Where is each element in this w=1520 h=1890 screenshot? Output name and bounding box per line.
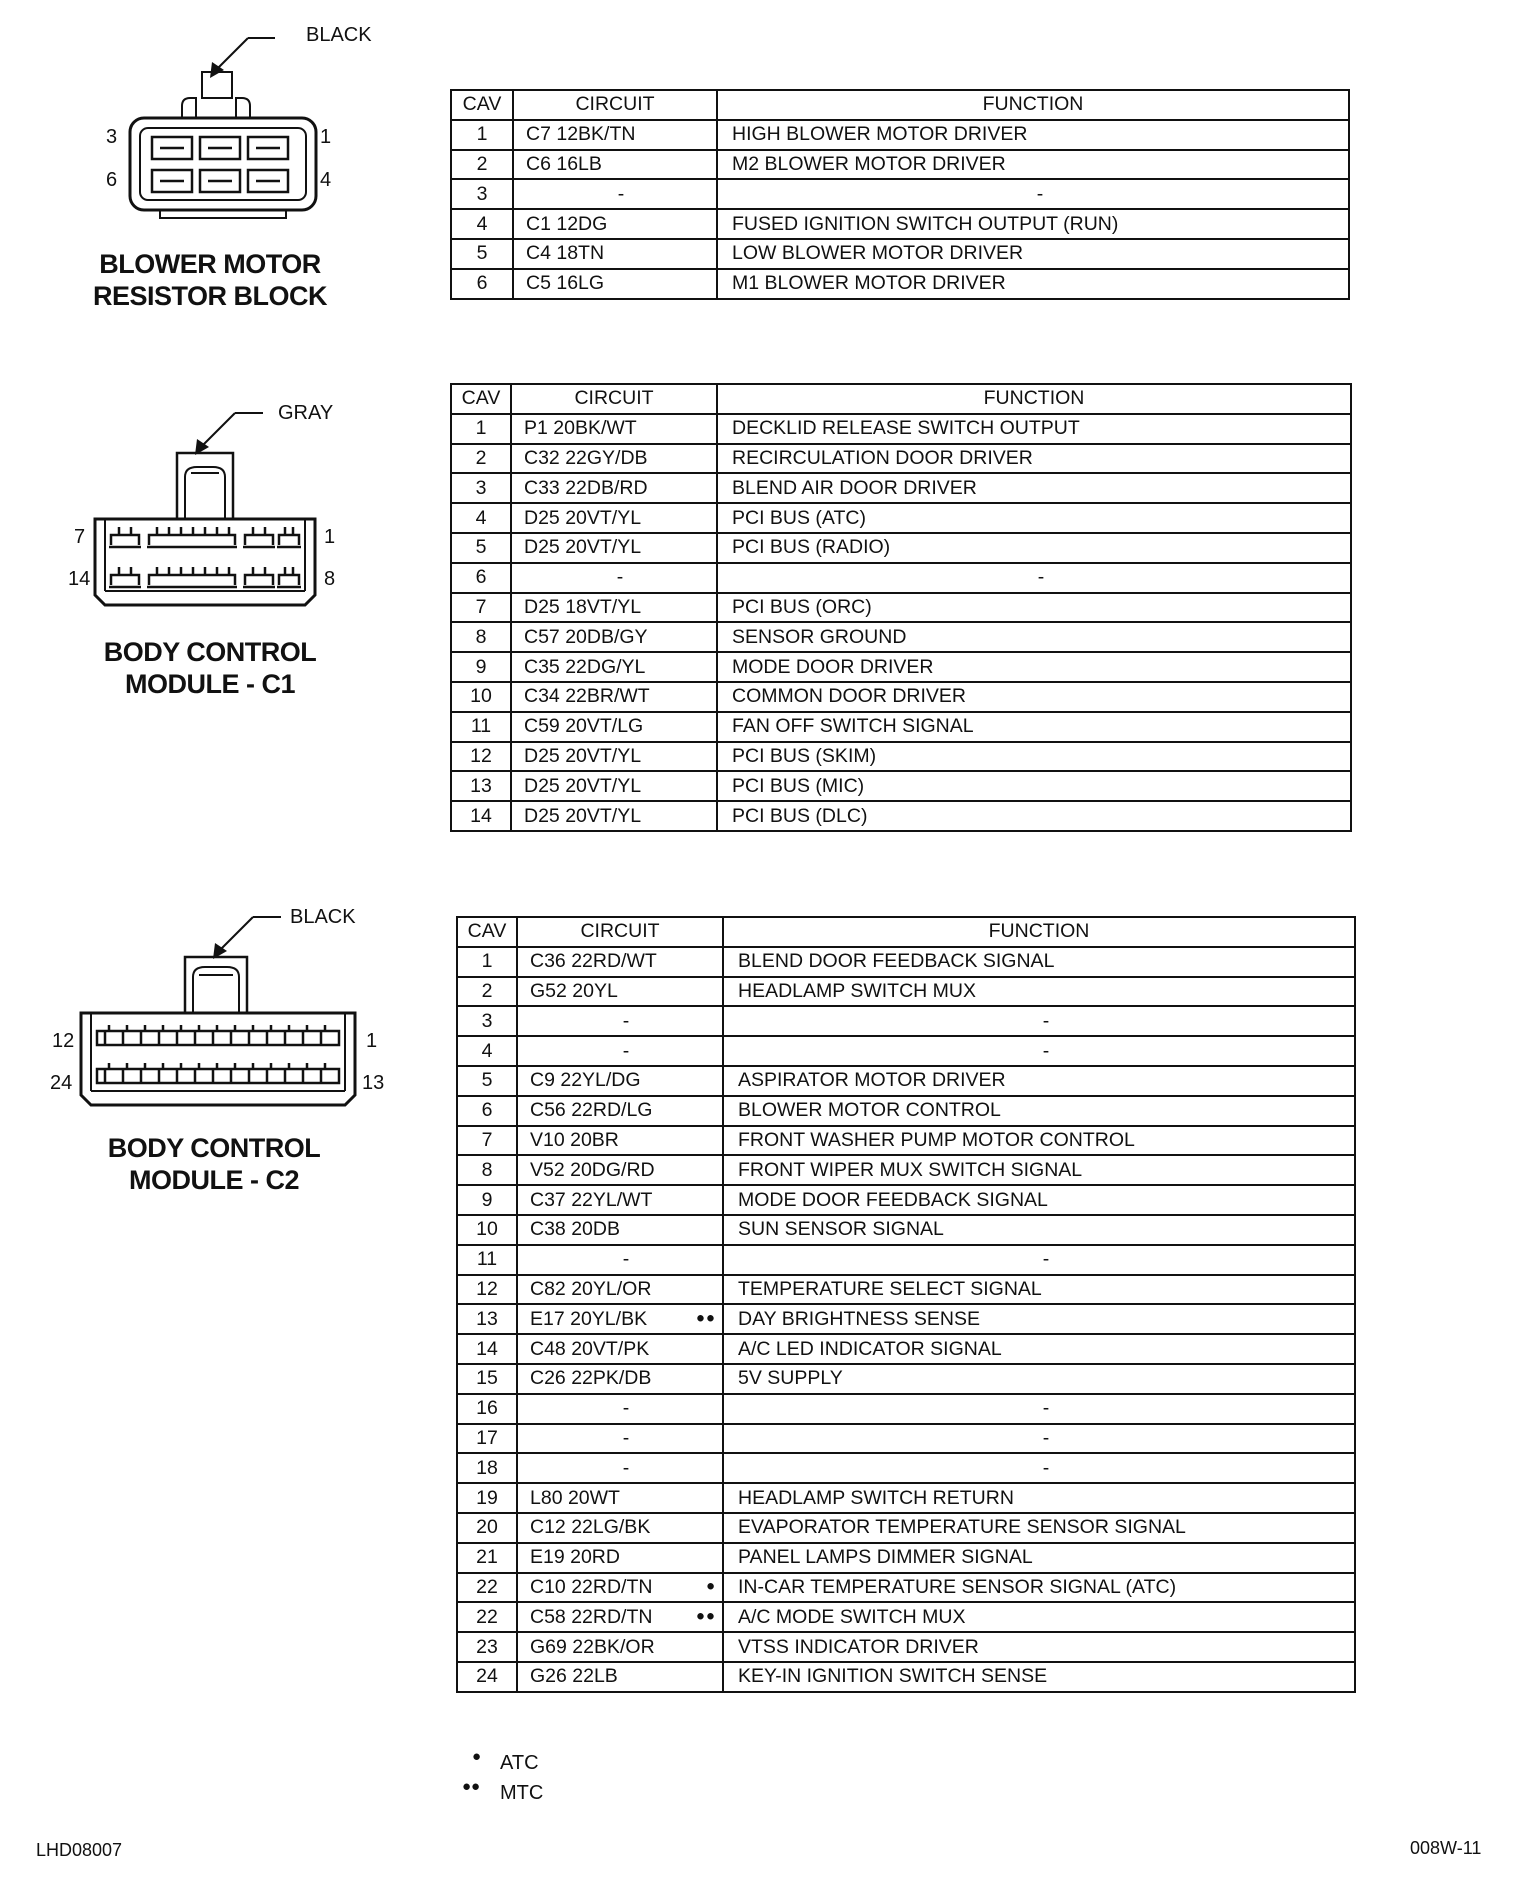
cav-cell: 7: [457, 1126, 517, 1156]
cav-cell: 8: [451, 622, 511, 652]
cav-cell: 4: [451, 503, 511, 533]
circuit-cell: [517, 977, 723, 1007]
cav-cell: 1: [457, 947, 517, 977]
pin-number-label: 12: [52, 1030, 75, 1052]
cav-cell: 18: [457, 1453, 517, 1483]
cav-cell: 19: [457, 1483, 517, 1513]
function-cell: PCI BUS (SKIM): [717, 742, 1351, 772]
circuit-code: C10 22RD/TN: [530, 1575, 653, 1598]
table-row: [457, 1185, 1355, 1215]
circuit-code: C12 22LG/BK: [530, 1516, 651, 1539]
circuit-code: C1 12DG: [526, 212, 608, 235]
circuit-cell: [511, 622, 717, 652]
table-row: [457, 1543, 1355, 1573]
circuit-code: G69 22BK/OR: [530, 1635, 655, 1658]
circuit-code: -: [617, 182, 625, 205]
circuit-cell: [517, 1602, 723, 1632]
circuit-cell: [517, 1245, 723, 1275]
circuit-cell: [517, 1155, 723, 1185]
cav-cell: 12: [451, 742, 511, 772]
table-row: [457, 947, 1355, 977]
function-cell: HEADLAMP SWITCH RETURN: [723, 1483, 1355, 1513]
function-cell: -: [723, 1036, 1355, 1066]
circuit-code: C57 20DB/GY: [524, 625, 648, 648]
circuit-code: -: [616, 566, 624, 589]
connector-title-line: MODULE - C2: [129, 1165, 299, 1195]
circuit-cell: [517, 1036, 723, 1066]
circuit-cell: [517, 1185, 723, 1215]
circuit-code: C37 22YL/WT: [530, 1188, 653, 1211]
circuit-code: -: [622, 1456, 630, 1479]
circuit-code: C5 16LG: [526, 272, 605, 295]
figure-id-right: 008W-11: [1410, 1838, 1482, 1858]
circuit-code: C4 18TN: [526, 242, 605, 265]
table-row: [451, 771, 1351, 801]
circuit-code: C6 16LB: [526, 152, 602, 175]
cav-cell: 15: [457, 1364, 517, 1394]
table-row: [451, 563, 1351, 593]
pin-number-label: 14: [68, 568, 91, 590]
circuit-cell: [517, 1543, 723, 1573]
circuit-code: E17 20YL/BK: [530, 1307, 648, 1330]
table-row: [457, 1215, 1355, 1245]
table-row: [457, 1662, 1355, 1692]
legend-label: MTC: [500, 1782, 544, 1804]
cav-cell: 3: [451, 179, 513, 209]
circuit-cell: [517, 1006, 723, 1036]
circuit-cell: [511, 652, 717, 682]
circuit-code: V10 20BR: [530, 1128, 619, 1151]
cav-cell: 3: [457, 1006, 517, 1036]
bullet-icon: ●: [472, 1748, 482, 1765]
bcm-c1-connector-icon: [85, 395, 345, 615]
function-cell: -: [723, 1394, 1355, 1424]
bcm-c2-connector-icon: [75, 905, 378, 1125]
table-row: [457, 1334, 1355, 1364]
cav-header: CAV: [451, 384, 511, 414]
circuit-code: L80 20WT: [530, 1486, 620, 1509]
circuit-cell: [513, 179, 717, 209]
circuit-cell: [517, 1304, 723, 1334]
function-header: FUNCTION: [717, 90, 1349, 120]
function-cell: A/C MODE SWITCH MUX: [723, 1602, 1355, 1632]
connector-title: [60, 248, 360, 312]
function-cell: FUSED IGNITION SWITCH OUTPUT (RUN): [717, 209, 1349, 239]
circuit-cell: [513, 269, 717, 299]
table-row: [451, 179, 1349, 209]
cav-cell: 9: [451, 652, 511, 682]
circuit-header: CIRCUIT: [517, 917, 723, 947]
function-cell: A/C LED INDICATOR SIGNAL: [723, 1334, 1355, 1364]
circuit-cell: [513, 150, 717, 180]
function-cell: M1 BLOWER MOTOR DRIVER: [717, 269, 1349, 299]
pinout-table-bcm-c1: [450, 383, 1352, 832]
circuit-header: CIRCUIT: [513, 90, 717, 120]
function-cell: FAN OFF SWITCH SIGNAL: [717, 712, 1351, 742]
circuit-cell: [517, 1275, 723, 1305]
table-row: [457, 1513, 1355, 1543]
function-header: FUNCTION: [723, 917, 1355, 947]
table-row: [457, 1364, 1355, 1394]
table-row: [451, 533, 1351, 563]
connector-title-line: MODULE - C1: [125, 669, 295, 699]
table-row: [451, 503, 1351, 533]
circuit-code: C32 22GY/DB: [524, 446, 648, 469]
function-cell: -: [723, 1245, 1355, 1275]
pin-number-label: 7: [74, 526, 86, 548]
table-row: [457, 1096, 1355, 1126]
circuit-code: D25 20VT/YL: [524, 804, 642, 827]
cav-cell: 5: [451, 533, 511, 563]
circuit-cell: [517, 1126, 723, 1156]
function-cell: -: [717, 563, 1351, 593]
circuit-code: C33 22DB/RD: [524, 476, 648, 499]
connector-color-label: GRAY: [278, 402, 334, 424]
circuit-code: C34 22BR/WT: [524, 685, 650, 708]
table-row: [451, 742, 1351, 772]
connector-color-label: BLACK: [306, 24, 372, 46]
pin-number-label: 13: [362, 1072, 385, 1094]
circuit-code: -: [622, 1039, 630, 1062]
function-cell: -: [717, 179, 1349, 209]
table-row: [451, 622, 1351, 652]
function-cell: FRONT WIPER MUX SWITCH SIGNAL: [723, 1155, 1355, 1185]
circuit-cell: [517, 1334, 723, 1364]
table-row: [457, 1483, 1355, 1513]
cav-header: CAV: [451, 90, 513, 120]
function-cell: LOW BLOWER MOTOR DRIVER: [717, 239, 1349, 269]
table-row: [451, 593, 1351, 623]
table-row: [451, 150, 1349, 180]
circuit-code: -: [622, 1426, 630, 1449]
cav-cell: 7: [451, 593, 511, 623]
connector-title-line: RESISTOR BLOCK: [92, 281, 328, 311]
function-cell: DECKLID RELEASE SWITCH OUTPUT: [717, 414, 1351, 444]
function-cell: PANEL LAMPS DIMMER SIGNAL: [723, 1543, 1355, 1573]
pin-number-label: 1: [320, 126, 332, 148]
function-cell: HEADLAMP SWITCH MUX: [723, 977, 1355, 1007]
table-row: [457, 1304, 1355, 1334]
circuit-cell: [517, 1632, 723, 1662]
pin-number-label: 1: [366, 1030, 378, 1052]
cav-cell: 13: [451, 771, 511, 801]
table-row: [451, 712, 1351, 742]
circuit-cell: [517, 1215, 723, 1245]
cav-cell: 5: [451, 239, 513, 269]
table-row: [457, 1126, 1355, 1156]
function-cell: RECIRCULATION DOOR DRIVER: [717, 444, 1351, 474]
cav-cell: 6: [451, 563, 511, 593]
cav-cell: 14: [457, 1334, 517, 1364]
circuit-cell: [517, 1453, 723, 1483]
circuit-cell: [511, 563, 717, 593]
table-row: [451, 414, 1351, 444]
circuit-cell: [513, 209, 717, 239]
table-row: [457, 1424, 1355, 1454]
circuit-cell: [513, 120, 717, 150]
circuit-cell: [517, 1424, 723, 1454]
table-row: [451, 444, 1351, 474]
function-cell: MODE DOOR DRIVER: [717, 652, 1351, 682]
circuit-code: G52 20YL: [530, 979, 618, 1002]
cav-cell: 10: [451, 682, 511, 712]
cav-cell: 1: [451, 120, 513, 150]
function-cell: TEMPERATURE SELECT SIGNAL: [723, 1275, 1355, 1305]
pinout-table-bcm-c2: [456, 916, 1356, 1693]
pin-number-label: 3: [106, 126, 118, 148]
cav-cell: 16: [457, 1394, 517, 1424]
bullet-icon: ●: [705, 1578, 716, 1596]
circuit-cell: [511, 473, 717, 503]
function-cell: KEY-IN IGNITION SWITCH SENSE: [723, 1662, 1355, 1692]
circuit-code: C59 20VT/LG: [524, 715, 644, 738]
connector-title: [60, 636, 360, 700]
circuit-cell: [517, 1513, 723, 1543]
table-row: [457, 1573, 1355, 1603]
table-row: [457, 1036, 1355, 1066]
connector-title-line: BLOWER MOTOR: [99, 249, 321, 279]
table-row: [451, 269, 1349, 299]
circuit-code: E19 20RD: [530, 1546, 620, 1569]
connector-title-line: BODY CONTROL: [107, 1133, 321, 1163]
cav-cell: 3: [451, 473, 511, 503]
function-cell: -: [723, 1424, 1355, 1454]
table-row: [451, 682, 1351, 712]
cav-cell: 4: [451, 209, 513, 239]
connector-title-line: BODY CONTROL: [103, 637, 317, 667]
function-cell: PCI BUS (ATC): [717, 503, 1351, 533]
circuit-code: D25 20VT/YL: [524, 536, 642, 559]
cav-cell: 2: [451, 150, 513, 180]
legend-label: ATC: [500, 1752, 539, 1774]
circuit-code: C38 20DB: [530, 1218, 620, 1241]
circuit-cell: [517, 1364, 723, 1394]
connector-title: [64, 1132, 364, 1196]
circuit-code: D25 20VT/YL: [524, 506, 642, 529]
function-cell: DAY BRIGHTNESS SENSE: [723, 1304, 1355, 1334]
table-row: [457, 1275, 1355, 1305]
table-row: [457, 1453, 1355, 1483]
function-cell: -: [723, 1453, 1355, 1483]
cav-cell: 8: [457, 1155, 517, 1185]
cav-cell: 2: [451, 444, 511, 474]
circuit-cell: [513, 239, 717, 269]
circuit-cell: [511, 503, 717, 533]
function-cell: PCI BUS (RADIO): [717, 533, 1351, 563]
function-cell: M2 BLOWER MOTOR DRIVER: [717, 150, 1349, 180]
circuit-cell: [511, 414, 717, 444]
circuit-code: -: [622, 1009, 630, 1032]
function-cell: PCI BUS (MIC): [717, 771, 1351, 801]
circuit-code: G26 22LB: [530, 1665, 618, 1688]
circuit-cell: [511, 742, 717, 772]
cav-cell: 22: [457, 1573, 517, 1603]
circuit-code: C26 22PK/DB: [530, 1367, 652, 1390]
function-cell: BLEND AIR DOOR DRIVER: [717, 473, 1351, 503]
cav-cell: 24: [457, 1662, 517, 1692]
circuit-code: C36 22RD/WT: [530, 950, 657, 973]
pin-number-label: 4: [320, 169, 332, 191]
cav-cell: 11: [451, 712, 511, 742]
cav-header: CAV: [457, 917, 517, 947]
circuit-cell: [517, 1066, 723, 1096]
function-cell: BLOWER MOTOR CONTROL: [723, 1096, 1355, 1126]
table-row: [451, 473, 1351, 503]
circuit-cell: [511, 771, 717, 801]
circuit-cell: [511, 682, 717, 712]
function-cell: 5V SUPPLY: [723, 1364, 1355, 1394]
cav-cell: 4: [457, 1036, 517, 1066]
circuit-cell: [517, 947, 723, 977]
cav-cell: 6: [451, 269, 513, 299]
cav-cell: 20: [457, 1513, 517, 1543]
circuit-code: D25 20VT/YL: [524, 774, 642, 797]
cav-cell: 2: [457, 977, 517, 1007]
table-row: [457, 1155, 1355, 1185]
cav-cell: 23: [457, 1632, 517, 1662]
circuit-code: C35 22DG/YL: [524, 655, 646, 678]
cav-cell: 22: [457, 1602, 517, 1632]
table-row: [457, 1602, 1355, 1632]
cav-cell: 9: [457, 1185, 517, 1215]
circuit-header: CIRCUIT: [511, 384, 717, 414]
circuit-cell: [517, 1394, 723, 1424]
cav-cell: 17: [457, 1424, 517, 1454]
circuit-code: C48 20VT/PK: [530, 1337, 650, 1360]
function-cell: VTSS INDICATOR DRIVER: [723, 1632, 1355, 1662]
cav-cell: 5: [457, 1066, 517, 1096]
circuit-code: C56 22RD/LG: [530, 1099, 653, 1122]
circuit-code: D25 20VT/YL: [524, 744, 642, 767]
function-cell: FRONT WASHER PUMP MOTOR CONTROL: [723, 1126, 1355, 1156]
function-cell: -: [723, 1006, 1355, 1036]
function-cell: MODE DOOR FEEDBACK SIGNAL: [723, 1185, 1355, 1215]
function-cell: EVAPORATOR TEMPERATURE SENSOR SIGNAL: [723, 1513, 1355, 1543]
cav-cell: 1: [451, 414, 511, 444]
circuit-code: C7 12BK/TN: [526, 123, 636, 146]
table-row: [451, 120, 1349, 150]
table-row: [457, 1066, 1355, 1096]
function-cell: PCI BUS (DLC): [717, 801, 1351, 831]
function-cell: SENSOR GROUND: [717, 622, 1351, 652]
table-row: [451, 209, 1349, 239]
circuit-code: -: [622, 1248, 630, 1271]
circuit-cell: [511, 444, 717, 474]
cav-cell: 13: [457, 1304, 517, 1334]
double-bullet-icon: ●●: [695, 1607, 716, 1625]
function-cell: COMMON DOOR DRIVER: [717, 682, 1351, 712]
table-row: [451, 652, 1351, 682]
circuit-code: C9 22YL/DG: [530, 1069, 641, 1092]
table-row: [451, 801, 1351, 831]
cav-cell: 21: [457, 1543, 517, 1573]
double-bullet-icon: ●●: [695, 1309, 716, 1327]
circuit-cell: [517, 1573, 723, 1603]
pin-number-label: 6: [106, 169, 118, 191]
connector-color-label: BLACK: [290, 906, 356, 928]
table-row: [457, 1394, 1355, 1424]
function-cell: HIGH BLOWER MOTOR DRIVER: [717, 120, 1349, 150]
figure-id-left: LHD08007: [36, 1840, 123, 1860]
circuit-cell: [511, 801, 717, 831]
pin-number-label: 8: [324, 568, 336, 590]
pin-number-label: 24: [50, 1072, 73, 1094]
circuit-code: P1 20BK/WT: [524, 417, 637, 440]
cav-cell: 12: [457, 1275, 517, 1305]
function-cell: ASPIRATOR MOTOR DRIVER: [723, 1066, 1355, 1096]
table-row: [457, 1006, 1355, 1036]
circuit-code: V52 20DG/RD: [530, 1158, 655, 1181]
circuit-code: -: [622, 1397, 630, 1420]
pinout-table-blower-resistor: [450, 89, 1350, 300]
pin-number-label: 1: [324, 526, 336, 548]
circuit-cell: [511, 712, 717, 742]
table-row: [457, 1245, 1355, 1275]
double-bullet-icon: ●●: [462, 1778, 481, 1795]
table-row: [457, 977, 1355, 1007]
function-header: FUNCTION: [717, 384, 1351, 414]
circuit-cell: [511, 533, 717, 563]
cav-cell: 6: [457, 1096, 517, 1126]
cav-cell: 11: [457, 1245, 517, 1275]
circuit-code: D25 18VT/YL: [524, 595, 642, 618]
table-row: [451, 239, 1349, 269]
circuit-code: C82 20YL/OR: [530, 1277, 652, 1300]
function-cell: SUN SENSOR SIGNAL: [723, 1215, 1355, 1245]
function-cell: IN-CAR TEMPERATURE SENSOR SIGNAL (ATC): [723, 1573, 1355, 1603]
function-cell: BLEND DOOR FEEDBACK SIGNAL: [723, 947, 1355, 977]
circuit-cell: [511, 593, 717, 623]
circuit-cell: [517, 1662, 723, 1692]
circuit-cell: [517, 1096, 723, 1126]
circuit-cell: [517, 1483, 723, 1513]
circuit-code: C58 22RD/TN: [530, 1605, 653, 1628]
table-row: [457, 1632, 1355, 1662]
function-cell: PCI BUS (ORC): [717, 593, 1351, 623]
cav-cell: 10: [457, 1215, 517, 1245]
cav-cell: 14: [451, 801, 511, 831]
